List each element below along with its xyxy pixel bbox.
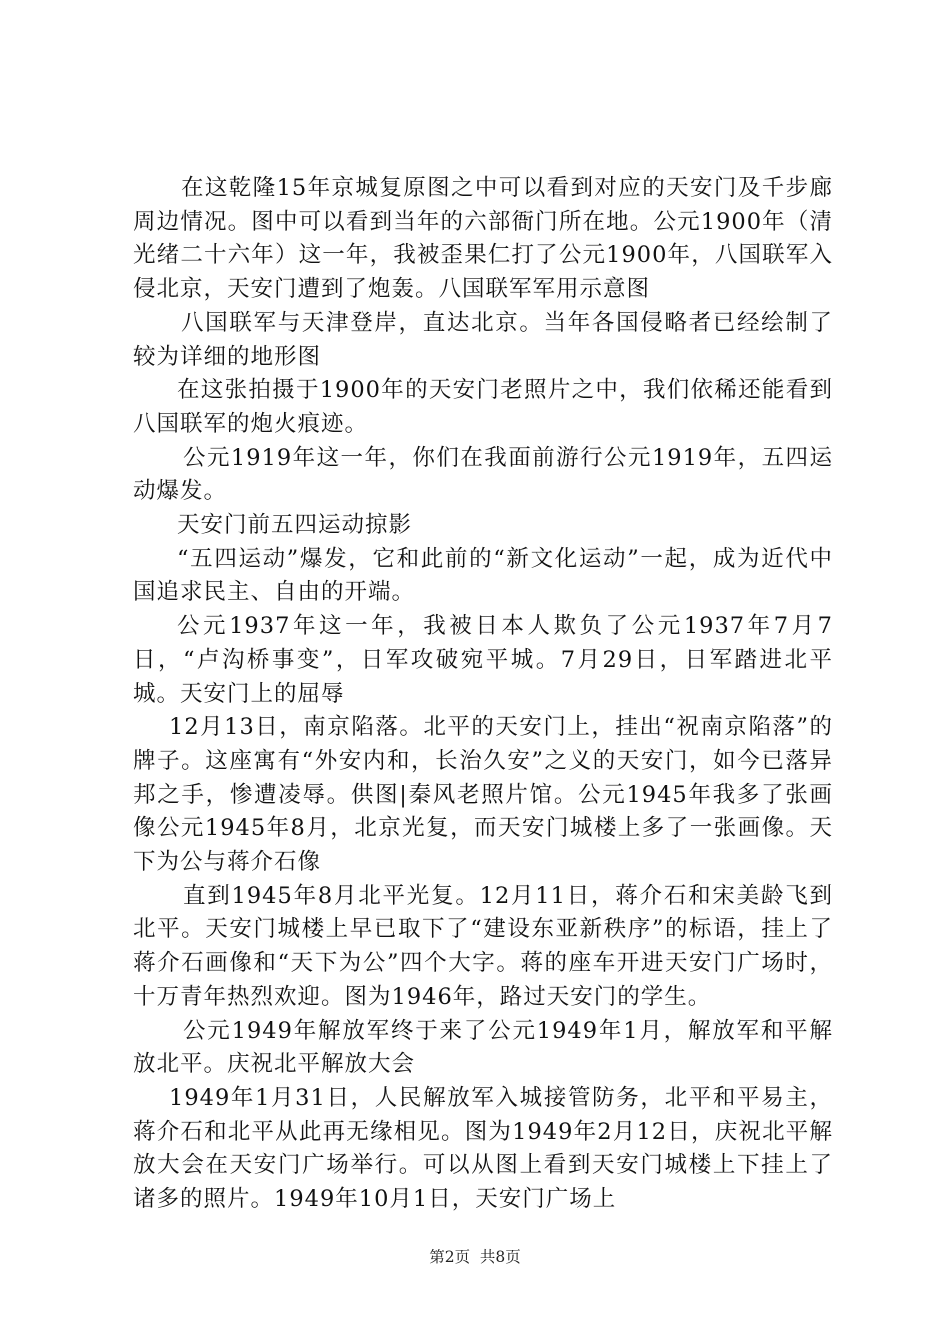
paragraph-may-fourth-movement: “五四运动”爆发，它和此前的“新文化运动”一起，成为近代中国追求民主、自由的开端。 xyxy=(133,545,833,606)
page-number: 第2页 共8页 xyxy=(429,1248,521,1266)
paragraph-eight-nation-landing: 八国联军与天津登岸，直达北京。当年各国侵略者已经绘制了较为详细的地形图 xyxy=(133,309,833,370)
paragraph-1949-takeover: 1949年1月31日，人民解放军入城接管防务，北平和平易主，蒋介石和北平从此再无缘相见。图为1949年2月12日，庆祝北平解放大会在天安门广场举行。可以从图上看到天安门城楼上下挂上了诸多的照片。1949年10月1日，天安门广场上 xyxy=(133,1084,833,1213)
paragraph-1937: 公元1937年这一年，我被日本人欺负了公元1937年7月7日，“卢沟桥事变”，日军攻破宛平城。7月29日，日军踏进北平城。天安门上的屈辱 xyxy=(133,613,833,707)
paragraph-1919: 公元1919年这一年，你们在我面前游行公元1919年，五四运动爆发。 xyxy=(133,444,833,505)
page-footer xyxy=(0,1245,950,1267)
paragraph-nanjing-fall: 12月13日，南京陷落。北平的天安门上，挂出“祝南京陷落”的牌子。这座寓有“外安内和，长治久安”之义的天安门，如今已落异邦之手，惨遭凌辱。供图|秦风老照片馆。公元1945年我多了张画像公元1945年8月，北京光复，而天安门城楼上多了一张画像。天下为公与蒋介石像 xyxy=(133,714,833,876)
paragraph-1900-photo: 在这张拍摄于1900年的天安门老照片之中，我们依稀还能看到八国联军的炮火痕迹。 xyxy=(133,377,833,437)
document-body xyxy=(133,172,833,1217)
paragraph-may-fourth-caption: 天安门前五四运动掠影 xyxy=(177,512,413,539)
paragraph-qianlong-map: 在这乾隆15年京城复原图之中可以看到对应的天安门及千步廊周边情况。图中可以看到当年的六部衙门所在地。公元1900年（清光绪二十六年）这一年，我被歪果仁打了公元1900年，八国联军入侵北京，天安门遭到了炮轰。八国联军军用示意图 xyxy=(133,175,833,303)
paragraph-1945-recovery: 直到1945年8月北平光复。12月11日，蒋介石和宋美龄飞到北平。天安门城楼上早已取下了“建设东亚新秩序”的标语，挂上了蒋介石画像和“天下为公”四个大字。蒋的座车开进天安门广场时，十万青年热烈欢迎。图为1946年，路过天安门的学生。 xyxy=(133,882,833,1010)
paragraph-1949-liberation: 公元1949年解放军终于来了公元1949年1月，解放军和平解放北平。庆祝北平解放大会 xyxy=(133,1017,833,1078)
